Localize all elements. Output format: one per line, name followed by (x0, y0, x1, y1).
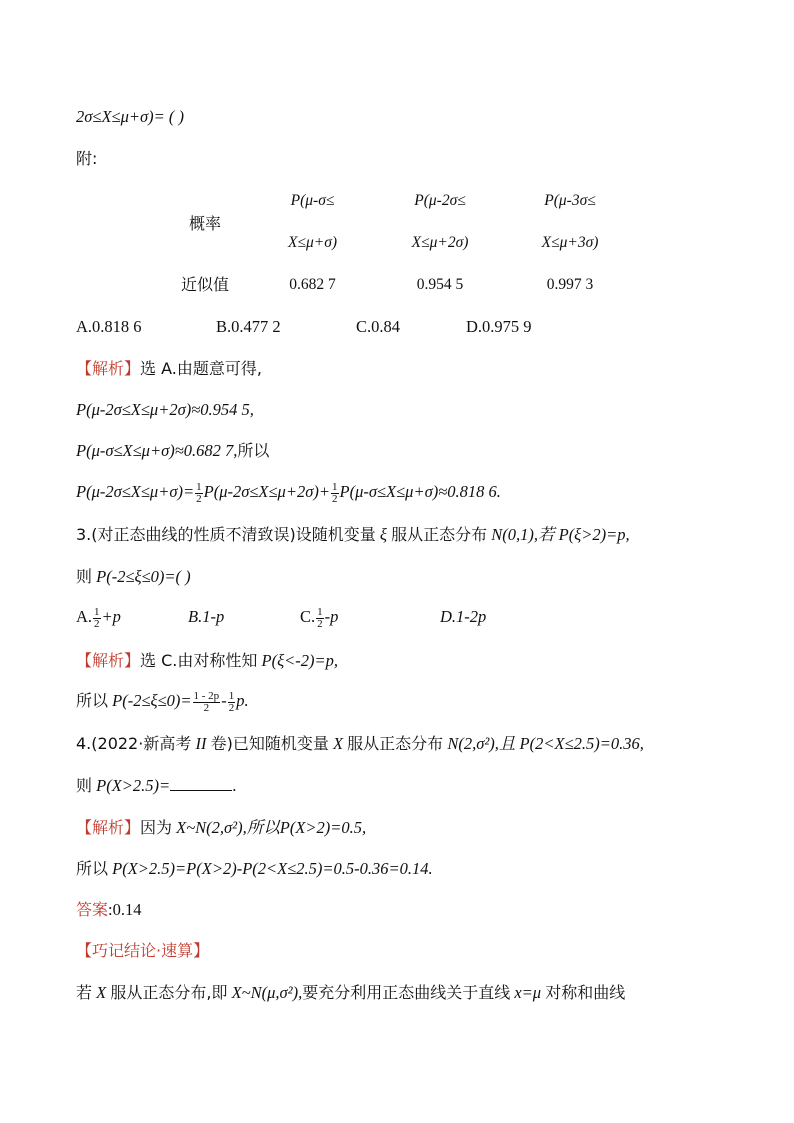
q3-option-d: D.1-2p (440, 607, 487, 626)
q2-solution-line4: P(μ-2σ≤X≤μ+σ)= $\frac{1}{2}$ P(μ-2σ≤X≤μ+2σ)+ $\frac{1}{2}$ P(μ-σ≤X≤μ+σ)≈0.818 6. (76, 480, 501, 505)
answer-blank (170, 776, 232, 791)
header-2-line1: P(μ-2σ≤ (414, 192, 466, 209)
q3-line1: 3.(对正态曲线的性质不清致误)设随机变量 ξ 服从正态分布 N(0,1),若 P(ξ>2)=p, (76, 525, 630, 544)
q3-line2: 则 P(-2≤ξ≤0)=( ) (76, 567, 191, 586)
q2-option-b: B.0.477 2 (216, 317, 281, 336)
answer-line (76, 899, 141, 921)
q2-option-d: D.0.975 9 (466, 317, 532, 336)
analysis-tag: 【解析】 (76, 359, 141, 378)
q3-option-c: C. $\frac{1}{2}$ -p (300, 605, 339, 630)
fraction-half: $\frac{1}{2}$ (317, 605, 323, 630)
row-label-probability: 概率 (188, 213, 221, 233)
fraction-half: $\frac{1}{2}$ (228, 689, 235, 714)
q3-solution-line1: 【解析】选 C.由对称性知 P(ξ<-2)=p, (76, 651, 339, 670)
q3-option-b: B.1-p (188, 607, 225, 626)
value-2: 0.954 5 (416, 276, 464, 293)
q2-option-c: C.0.84 (356, 317, 401, 336)
answer-value: :0.14 (108, 900, 142, 919)
fraction-half: $\frac{1}{2}$ (196, 480, 202, 505)
q4-line2: 则 P(X>2.5)= . (76, 776, 237, 795)
intro-line: 2σ≤X≤μ+σ)= ( ) (76, 107, 184, 126)
header-3-line2: X≤μ+3σ) (541, 234, 599, 251)
q2-options (76, 316, 532, 338)
fraction-1-minus-2p: $\frac{1 - 2p}{2}$ (193, 689, 220, 714)
q2-option-a: A.0.818 6 (76, 317, 142, 336)
appendix-label: 附: (76, 149, 98, 168)
q2-solution-line1: 【解析】选 A.由题意可得, (76, 359, 262, 378)
q4-line1: 4.(2022·新高考 II 卷)已知随机变量 X 服从正态分布 N(2,σ²),且 P(2<X≤2.5)=0.36, (76, 734, 644, 753)
q3-solution-line2: 所以 P(-2≤ξ≤0)= $\frac{1 - 2p}{2}$ - $\frac{1}{2}$ p. (76, 689, 249, 714)
q2-solution-line3: P(μ-σ≤X≤μ+σ)≈0.682 7,所以 (76, 441, 270, 460)
q4-solution-line2: 所以 P(X>2.5)=P(X>2)-P(2<X≤2.5)=0.5-0.36=0.14. (76, 859, 433, 878)
header-3-line1: P(μ-3σ≤ (544, 192, 596, 209)
value-1: 0.682 7 (289, 276, 336, 293)
q3-options (76, 606, 486, 630)
fraction-half: $\frac{1}{2}$ (332, 480, 338, 505)
header-1-line2: X≤μ+σ) (287, 234, 338, 251)
fraction-half: $\frac{1}{2}$ (94, 605, 100, 630)
header-1-line1: P(μ-σ≤ (290, 192, 335, 209)
q3-option-a: A. $\frac{1}{2}$ +p (76, 605, 121, 630)
conclusion-heading: 【巧记结论·速算】 (76, 941, 210, 960)
conclusion-text: 若 X 服从正态分布,即 X~N(μ,σ²),要充分利用正态曲线关于直线 x=μ 对称和曲线 (76, 983, 626, 1002)
row-label-approx: 近似值 (180, 275, 229, 294)
q2-solution-line2: P(μ-2σ≤X≤μ+2σ)≈0.954 5, (76, 400, 254, 419)
value-3: 0.997 3 (546, 276, 594, 293)
answer-label: 答案 (76, 900, 109, 919)
header-2-line2: X≤μ+2σ) (411, 234, 469, 251)
probability-table (160, 180, 635, 306)
q4-solution-line1: 【解析】因为 X~N(2,σ²),所以P(X>2)=0.5, (76, 818, 367, 837)
